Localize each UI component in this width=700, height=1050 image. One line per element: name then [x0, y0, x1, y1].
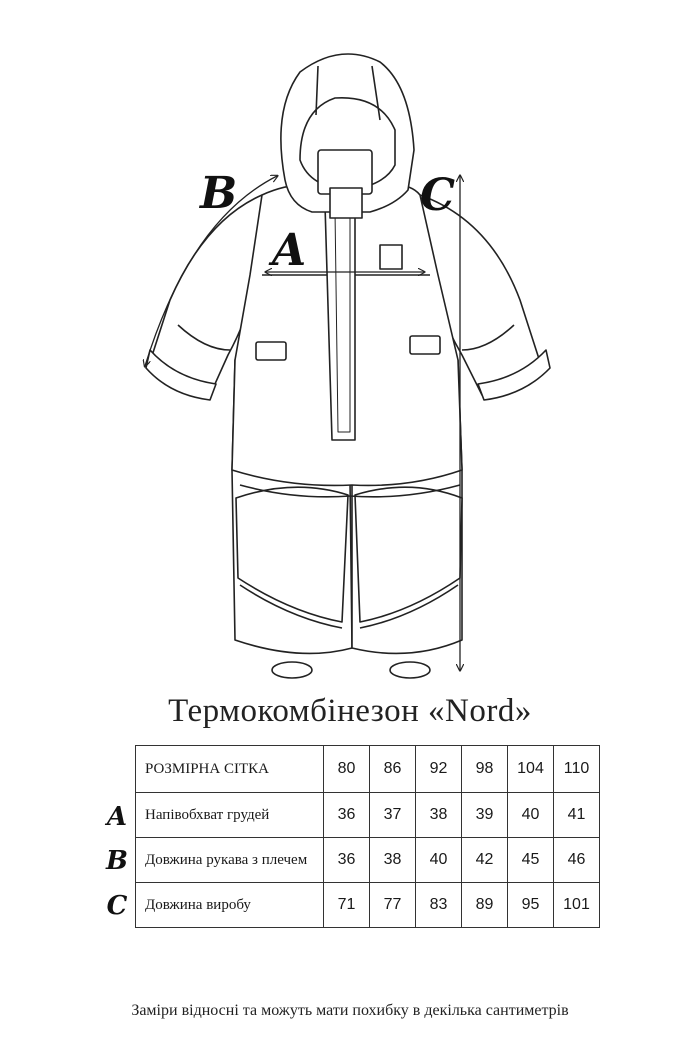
product-title: Термокомбінезон «Nord» — [168, 693, 532, 729]
size-header: 110 — [554, 746, 600, 793]
size-header: 104 — [508, 746, 554, 793]
table-cell: 95 — [508, 883, 554, 928]
table-row — [136, 883, 600, 928]
table-cell: 40 — [416, 838, 462, 883]
size-header: 80 — [324, 746, 370, 793]
right-pocket-flap — [410, 336, 440, 354]
table-cell: 45 — [508, 838, 554, 883]
table-header-label: РОЗМІРНА СІТКА — [136, 746, 324, 793]
size-header: 86 — [370, 746, 416, 793]
size-table — [135, 745, 600, 928]
size-header: 92 — [416, 746, 462, 793]
table-cell: 46 — [554, 838, 600, 883]
row-marker-c: C — [106, 891, 128, 921]
marker-c: C — [420, 170, 456, 221]
table-cell: 36 — [324, 838, 370, 883]
table-cell: 77 — [370, 883, 416, 928]
table-header-row — [136, 746, 600, 793]
row-marker-a: A — [106, 802, 128, 832]
right-boot — [390, 662, 430, 678]
table-cell: 89 — [462, 883, 508, 928]
table-cell: 37 — [370, 793, 416, 838]
left-pocket-flap — [256, 342, 286, 360]
chest-badge — [380, 245, 402, 269]
table-row — [136, 793, 600, 838]
row-marker-b: B — [106, 846, 128, 876]
table-row — [136, 838, 600, 883]
marker-b: B — [200, 168, 238, 219]
table-cell: 41 — [554, 793, 600, 838]
table-cell: 39 — [462, 793, 508, 838]
table-cell: 38 — [416, 793, 462, 838]
size-header: 98 — [462, 746, 508, 793]
row-label: Довжина рукава з плечем — [136, 838, 324, 883]
marker-a: A — [272, 225, 307, 276]
table-cell: 83 — [416, 883, 462, 928]
table-cell: 36 — [324, 793, 370, 838]
left-boot — [272, 662, 312, 678]
table-cell: 71 — [324, 883, 370, 928]
table-cell: 40 — [508, 793, 554, 838]
row-label: Довжина виробу — [136, 883, 324, 928]
table-cell: 42 — [462, 838, 508, 883]
table-cell: 38 — [370, 838, 416, 883]
row-label: Напівобхват грудей — [136, 793, 324, 838]
table-cell: 101 — [554, 883, 600, 928]
footnote: Заміри відносні та можуть мати похибку в декілька сантиметрів — [131, 1002, 569, 1019]
